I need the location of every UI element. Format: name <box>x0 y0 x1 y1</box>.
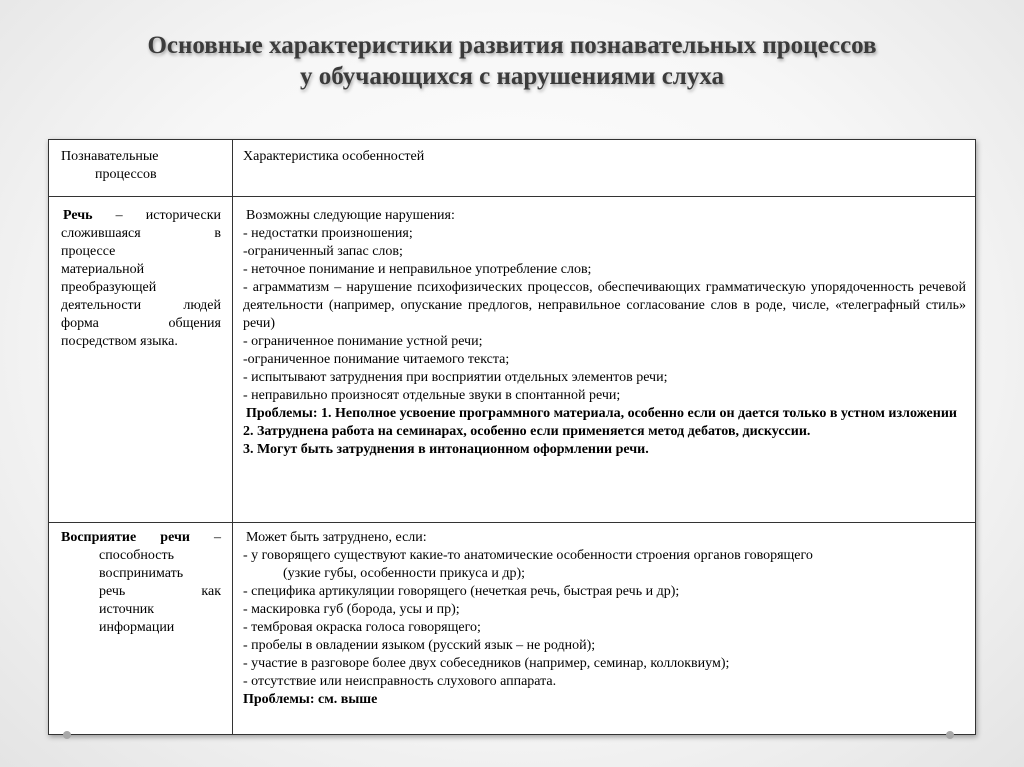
perception-item: - маскировка губ (борода, усы и пр); <box>243 602 460 617</box>
perception-item: - специфика артикуляции говорящего (нечеткая речь, быстрая речь и др); <box>243 584 680 599</box>
speech-item: - аграмматизм – нарушение психофизических процессов, обеспечивающих грамматическую упорядоченность речевой деятельности (например, опускание предлогов, неправильное согласование слов в роде, числе, «телеграфный стиль» речи) <box>243 280 966 331</box>
perception-item: - участие в разговоре более двух собеседников (например, семинар, коллоквиум); <box>243 656 730 671</box>
header-processes-line-1: Познавательные <box>61 149 159 164</box>
speech-definition-line: материальной <box>61 262 145 277</box>
speech-definition-line: преобразующей <box>61 280 157 295</box>
perception-definition-fragment: – <box>189 530 221 545</box>
perception-item: (узкие губы, особенности прикуса и др); <box>283 566 526 581</box>
speech-definition-line <box>61 207 221 225</box>
header-characteristics-label: Характеристика особенностей <box>243 149 425 164</box>
perception-term: Восприятие речи <box>61 530 190 545</box>
perception-item: - у говорящего существуют какие-то анатомические особенности строения органов говорящего <box>243 548 813 563</box>
perception-item: - тембровая окраска голоса говорящего; <box>243 620 481 635</box>
speech-definition-fragment: – исторически <box>92 208 221 223</box>
speech-definition-line: сложившаяся в <box>61 226 221 241</box>
speech-item: - неправильно произносят отдельные звуки в спонтанной речи; <box>243 388 621 403</box>
speech-definition-line: форма общения <box>61 316 221 331</box>
perception-definition-line: воспринимать <box>99 566 184 581</box>
perception-definition-line: способность <box>99 548 174 563</box>
speech-item: - неточное понимание и неправильное употребление слов; <box>243 262 592 277</box>
perception-definition-line: источник <box>99 602 155 617</box>
speech-intro: Возможны следующие нарушения: <box>246 208 455 223</box>
speech-problem: 3. Могут быть затруднения в интонационном оформлении речи. <box>243 442 649 457</box>
perception-item: - пробелы в овладении языком (русский язык – не родной); <box>243 638 596 653</box>
slide-title <box>0 30 1024 92</box>
perception-intro: Может быть затруднено, если: <box>246 530 427 545</box>
header-cell-characteristics <box>233 140 976 197</box>
speech-item: - ограниченное понимание устной речи; <box>243 334 483 349</box>
decorative-dot-left <box>63 731 71 739</box>
speech-definition-line: посредством языка. <box>61 334 178 349</box>
speech-term: Речь <box>63 208 93 223</box>
speech-item: - испытывают затруднения при восприятии отдельных элементов речи; <box>243 370 668 385</box>
header-cell-processes <box>49 140 233 197</box>
table-row-speech <box>49 197 976 523</box>
slide-title-line-2: у обучающихся с нарушениями слуха <box>300 63 724 90</box>
perception-definition-line <box>61 529 221 547</box>
speech-problem: 2. Затруднена работа на семинарах, особенно если применяется метод дебатов, дискуссии. <box>243 424 811 439</box>
perception-characteristics-cell <box>233 523 976 735</box>
perception-definition-line: информации <box>99 620 175 635</box>
speech-item: -ограниченное понимание читаемого текста; <box>243 352 510 367</box>
perception-definition-cell <box>49 523 233 735</box>
speech-item: - недостатки произношения; <box>243 226 413 241</box>
perception-item: - отсутствие или неисправность слухового аппарата. <box>243 674 557 689</box>
speech-item: -ограниченный запас слов; <box>243 244 403 259</box>
speech-problem: Проблемы: 1. Неполное усвоение программного материала, особенно если он дается только в устном изложении <box>246 406 957 421</box>
table-row-speech-perception <box>49 523 976 735</box>
speech-definition-line: деятельности людей <box>61 298 221 313</box>
header-processes-line-2: процессов <box>95 167 157 182</box>
characteristics-table <box>48 139 976 735</box>
perception-definition-line: речь как <box>99 584 221 599</box>
slide-title-line-1: Основные характеристики развития познавательных процессов <box>147 32 877 59</box>
speech-characteristics-cell <box>233 197 976 523</box>
speech-definition-line: процессе <box>61 244 116 259</box>
speech-definition-cell <box>49 197 233 523</box>
table-header-row <box>49 140 976 197</box>
decorative-dot-right <box>946 731 954 739</box>
perception-problems: Проблемы: см. выше <box>243 692 378 707</box>
